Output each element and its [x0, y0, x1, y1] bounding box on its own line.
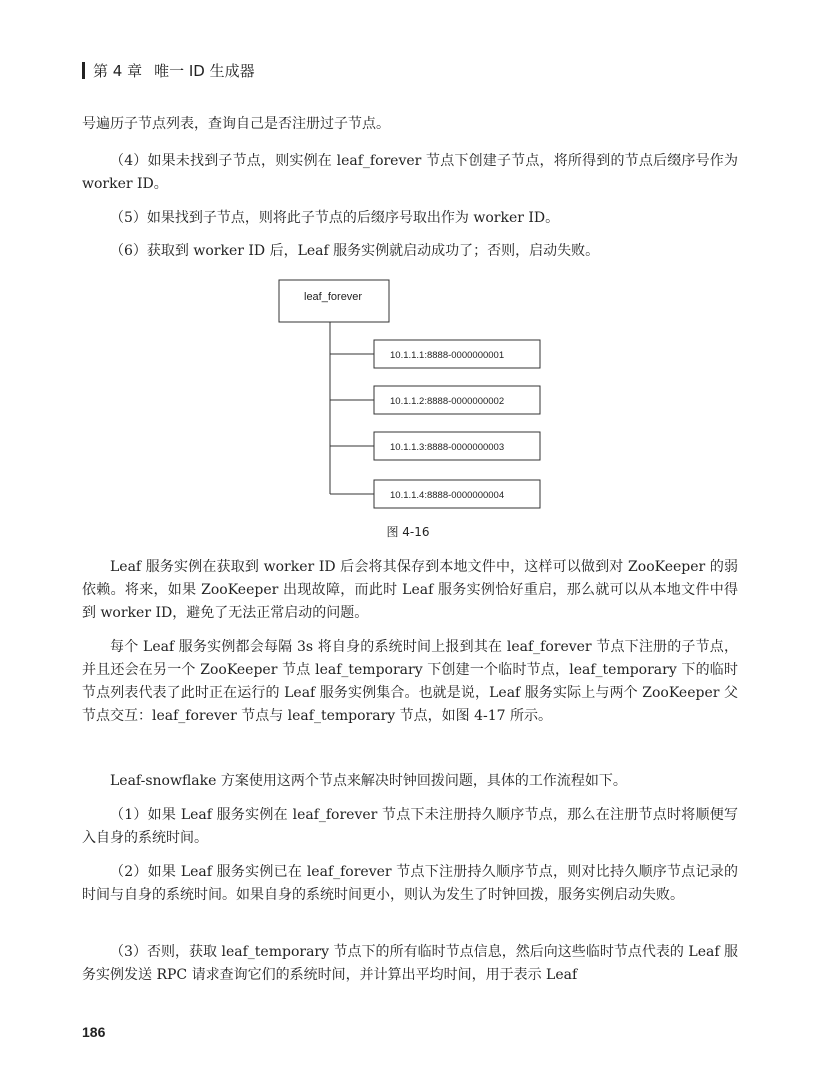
child-node-label: 10.1.1.3:8888-0000000003 — [390, 442, 505, 453]
diagram-svg — [270, 275, 560, 515]
paragraph-flow-step-2: （2）如果 Leaf 服务实例已在 leaf_forever 节点下注册持久顺序节点，则对比持久顺序节点记录的时间与自身的系统时间。如果自身的系统时间更小，则认为发生了时钟回拨，服务实例启动失败。 — [82, 864, 738, 903]
page-number: 186 — [82, 1024, 106, 1040]
figure-caption: 图 4-16 — [386, 525, 430, 539]
root-node-label: leaf_forever — [304, 291, 363, 303]
chapter-header — [82, 58, 255, 82]
paragraph-local-cache: Leaf 服务实例在获取到 worker ID 后会将其保存到本地文件中，这样可以做到对 ZooKeeper 的弱依赖。将来，如果 ZooKeeper 出现故障，而此时 Leaf 服务实例恰好重启，那么就可以从本地文件中得到 worker ID，避免了无法正常启动的问题。 — [82, 559, 738, 621]
paragraph-flow-intro: Leaf-snowflake 方案使用这两个节点来解决时钟回拨问题，具体的工作流程如下。 — [110, 773, 627, 789]
paragraph-heartbeat: 每个 Leaf 服务实例都会每隔 3s 将自身的系统时间上报到其在 leaf_forever 节点下注册的子节点，并且还会在另一个 ZooKeeper 节点 leaf_temporary 下创建一个临时节点，leaf_temporary 下的临时节点列表代表了此时正在运行的 Leaf 服务实例集合。也就是说，Leaf 服务实际上与两个 ZooKeeper 父节点交互：leaf_forever 节点与 leaf_temporary 节点，如图 4-17 所示。 — [82, 639, 738, 724]
chapter-marker-bar — [82, 62, 85, 79]
chapter-number: 第 4 章 — [93, 61, 143, 80]
child-node-label: 10.1.1.2:8888-0000000002 — [390, 396, 505, 407]
paragraph-flow-step-3: （3）否则，获取 leaf_temporary 节点下的所有临时节点信息，然后向这些临时节点代表的 Leaf 服务实例发送 RPC 请求查询它们的系统时间，并计算出平均时间，用于表示 Leaf — [82, 944, 738, 983]
paragraph-continuation: 号遍历子节点列表，查询自己是否注册过子节点。 — [82, 116, 390, 132]
child-node-label: 10.1.1.1:8888-0000000001 — [390, 350, 505, 361]
zookeeper-node-diagram — [270, 275, 560, 515]
child-node-label: 10.1.1.4:8888-0000000004 — [390, 490, 505, 501]
paragraph-flow-step-1: （1）如果 Leaf 服务实例在 leaf_forever 节点下未注册持久顺序节点，那么在注册节点时将顺便写入自身的系统时间。 — [82, 807, 738, 846]
paragraph-step-6: （6）获取到 worker ID 后，Leaf 服务实例就启动成功了；否则，启动失败。 — [110, 243, 600, 259]
paragraph-step-4: （4）如果未找到子节点，则实例在 leaf_forever 节点下创建子节点，将所得到的节点后缀序号作为 worker ID。 — [82, 153, 738, 192]
paragraph-step-5: （5）如果找到子节点，则将此子节点的后缀序号取出作为 worker ID。 — [110, 210, 560, 226]
chapter-title: 唯一 ID 生成器 — [154, 61, 255, 80]
